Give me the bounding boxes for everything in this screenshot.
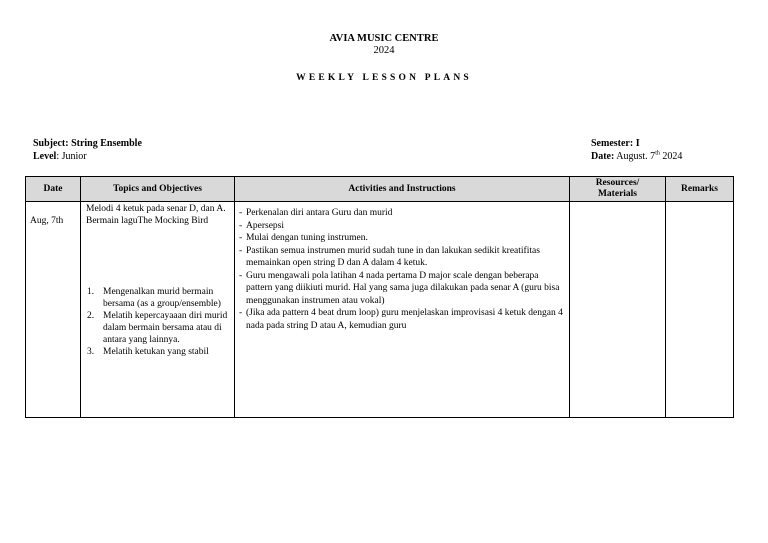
header-resources-line1: Resources/ [595,178,640,188]
topic-song: Bermain laguThe Mocking Bird [86,216,209,226]
activity-bullet: - [239,220,243,231]
activity-bullet: - [239,270,243,281]
activity-item [239,207,565,220]
activity-bullet: - [239,308,243,318]
objective-item [86,346,230,358]
subject-label: Subject: [33,138,69,149]
activity-text: Mulai dengan tuning instrumen. [246,233,368,243]
organization-name: AVIA MUSIC CENTRE [329,33,439,44]
date-line [591,151,682,164]
header-topics: Topics and Objectives [81,177,235,202]
activity-item [239,270,565,308]
semester-label: Semester: [591,138,634,149]
objective-number: 2. [87,311,95,321]
level-value: : Junior [56,150,87,162]
subject-value: String Ensemble [71,138,142,149]
semester-value: I [635,138,640,149]
objective-text: Melatih ketukan yang stabil [103,347,209,357]
document-header [0,32,768,83]
objectives-list [86,286,230,358]
objective-item [86,310,230,346]
table-row [26,202,734,418]
topic-intro: Melodi 4 ketuk pada senar D, dan A. [86,204,226,214]
level-line [33,151,142,164]
date-value [616,151,682,162]
activity-text: Perkenalan diri antara Guru dan murid [246,208,393,218]
header-resources-line2: Materials [597,189,638,199]
objective-text: Mengenalkan murid bermain bersama (as a group/ensemble) [103,287,221,309]
activity-text: (Jika ada pattern 4 beat drum loop) guru menjelaskan improvisasi 4 ketuk dengan 4 nada pada string D atau A, kemudian guru [246,308,563,331]
activity-item [239,232,565,245]
header-resources [570,177,666,202]
level-label: Level [33,150,57,162]
topic-spacer [86,227,230,286]
cell-resources [570,202,666,418]
activity-text: Pastikan semua instrumen murid sudah tune in dan lakukan sedikit kreatifitas memainkan open string D dan A dalam 4 ketuk. [246,245,540,268]
date-label: Date: [591,150,615,162]
table-header-row [26,177,734,202]
activity-item [239,245,565,270]
activity-text: Apersepsi [246,220,284,231]
subject-level-block [33,138,142,163]
header-remarks: Remarks [666,177,734,202]
objective-number: 1. [87,287,95,297]
subject-line [33,138,142,151]
semester-date-block [591,138,682,163]
activity-bullet: - [239,208,243,218]
activity-bullet: - [239,233,243,243]
date-value-ordinal: th [655,150,660,157]
header-date: Date [26,177,81,202]
activity-item [239,220,565,233]
activity-text: Guru mengawali pola latihan 4 nada pertama D major scale dengan beberapa pattern yang diikiuti murid. Hal yang sama juga dilakukan pada senar A (guru bisa menggunakan instrumen atau vokal) [246,270,560,306]
cell-remarks [666,202,734,418]
header-activities: Activities and Instructions [235,177,570,202]
document-year: 2024 [373,45,395,56]
objective-item [86,286,230,310]
cell-activities [235,202,570,418]
semester-line [591,138,682,151]
activity-item [239,307,565,332]
lesson-plan-table [25,176,734,418]
cell-date: Aug, 7th [26,202,81,418]
activities-list [239,207,565,332]
objective-number: 3. [87,347,95,357]
date-value-prefix: August. 7 [616,150,656,162]
objective-text: Melatih kepercayaaan diri murid dalam bermain bersama atau di antara yang lainnya. [103,311,228,345]
cell-topics [81,202,235,418]
document-title: WEEKLY LESSON PLANS [296,73,472,83]
activity-bullet: - [239,245,243,256]
date-value-year: 2024 [662,150,683,162]
